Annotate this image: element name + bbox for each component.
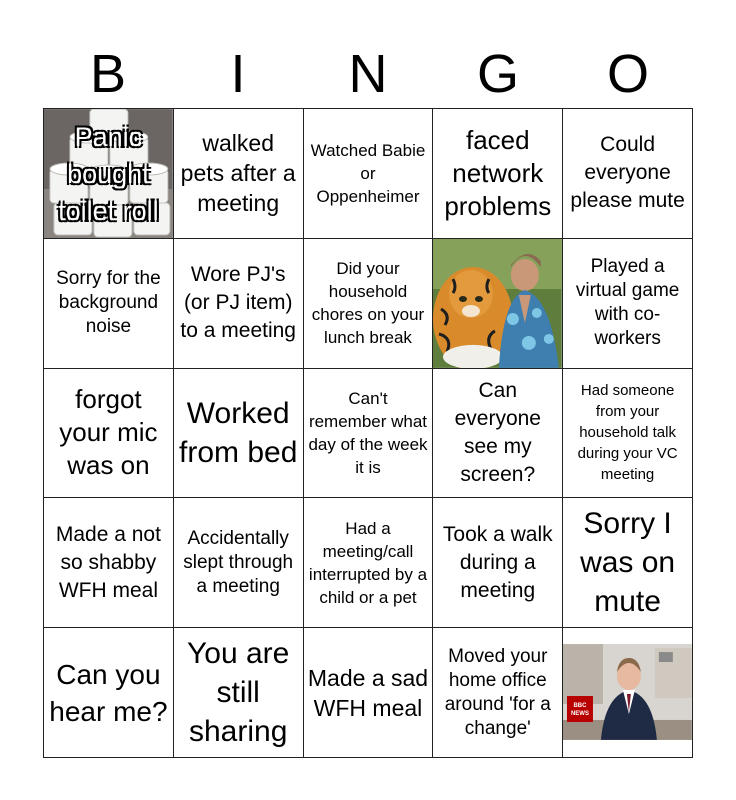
cell-r5c1[interactable] — [44, 628, 174, 758]
cell-text: Made a sad WFH meal — [307, 664, 429, 721]
cell-text: Made a not so shabby WFH meal — [55, 522, 161, 602]
man-with-tiger-icon — [433, 239, 562, 368]
cell-text: Wore PJ's (or PJ item) to a meeting — [180, 263, 296, 343]
cell-text: Sorry I was on mute — [580, 507, 676, 619]
cell-r2c4[interactable] — [433, 239, 563, 369]
cell-r1c5[interactable] — [563, 109, 693, 239]
cell-r2c1[interactable] — [44, 239, 174, 369]
cell-text: Moved your home office around 'for a change' — [444, 645, 551, 739]
cell-r1c1[interactable] — [44, 109, 174, 239]
cell-r3c2[interactable] — [174, 369, 304, 499]
cell-r4c3[interactable] — [304, 498, 434, 628]
cell-r5c5[interactable] — [563, 628, 693, 758]
cell-text: Played a virtual game with co-workers — [575, 256, 680, 350]
cell-r1c2[interactable] — [174, 109, 304, 239]
cell-r1c3[interactable] — [304, 109, 434, 239]
cell-text: Had someone from your household talk during your VC meeting — [577, 382, 678, 484]
news-interview-icon — [563, 628, 692, 757]
cell-text: Did your household chores on your lunch break — [311, 259, 425, 348]
cell-r4c1[interactable] — [44, 498, 174, 628]
cell-text: You are still sharing — [187, 637, 290, 749]
cell-text: Panic bought toilet roll — [58, 122, 159, 226]
cell-r1c4[interactable] — [433, 109, 563, 239]
cell-text: forgot your mic was on — [59, 384, 158, 481]
header-letter-o: O — [606, 44, 649, 104]
cell-text: faced network problems — [444, 124, 552, 221]
cell-r4c2[interactable] — [174, 498, 304, 628]
cell-r3c1[interactable] — [44, 369, 174, 499]
cell-r2c2[interactable] — [174, 239, 304, 369]
cell-text: Watched Babie or Oppenheimer — [310, 140, 426, 206]
cell-r3c4[interactable] — [433, 369, 563, 499]
cell-r2c5[interactable] — [563, 239, 693, 369]
cell-r5c4[interactable] — [433, 628, 563, 758]
cell-r3c3[interactable] — [304, 369, 434, 499]
cell-text: Can everyone see my screen? — [454, 378, 541, 486]
cell-r2c3[interactable] — [304, 239, 434, 369]
bingo-header — [43, 40, 693, 108]
cell-r4c4[interactable] — [433, 498, 563, 628]
cell-text: Sorry for the background noise — [56, 268, 161, 338]
cell-text: Had a meeting/call interrupted by a child or a pet — [308, 518, 428, 607]
header-letter-g: G — [476, 44, 519, 104]
cell-r4c5[interactable] — [563, 498, 693, 628]
bingo-card — [43, 108, 693, 758]
cell-text: Accidentally slept through a meeting — [183, 527, 294, 597]
cell-text: Can't remember what day of the week it is — [308, 388, 428, 477]
cell-text: Took a walk during a meeting — [442, 522, 553, 602]
header-letter-b: B — [89, 44, 127, 104]
cell-r3c5[interactable] — [563, 369, 693, 499]
cell-r5c3[interactable] — [304, 628, 434, 758]
svg-text:BBC: BBC — [573, 703, 587, 710]
cell-text: Could everyone please mute — [570, 133, 685, 213]
header-letter-n: N — [348, 44, 388, 104]
cell-r5c2[interactable] — [174, 628, 304, 758]
cell-text: walked pets after a meeting — [180, 130, 296, 217]
cell-text: Can you hear me? — [49, 658, 168, 727]
cell-text: Worked from bed — [179, 396, 298, 469]
header-letter-i: I — [230, 44, 246, 104]
news-logo-text: NEWS — [571, 711, 590, 718]
